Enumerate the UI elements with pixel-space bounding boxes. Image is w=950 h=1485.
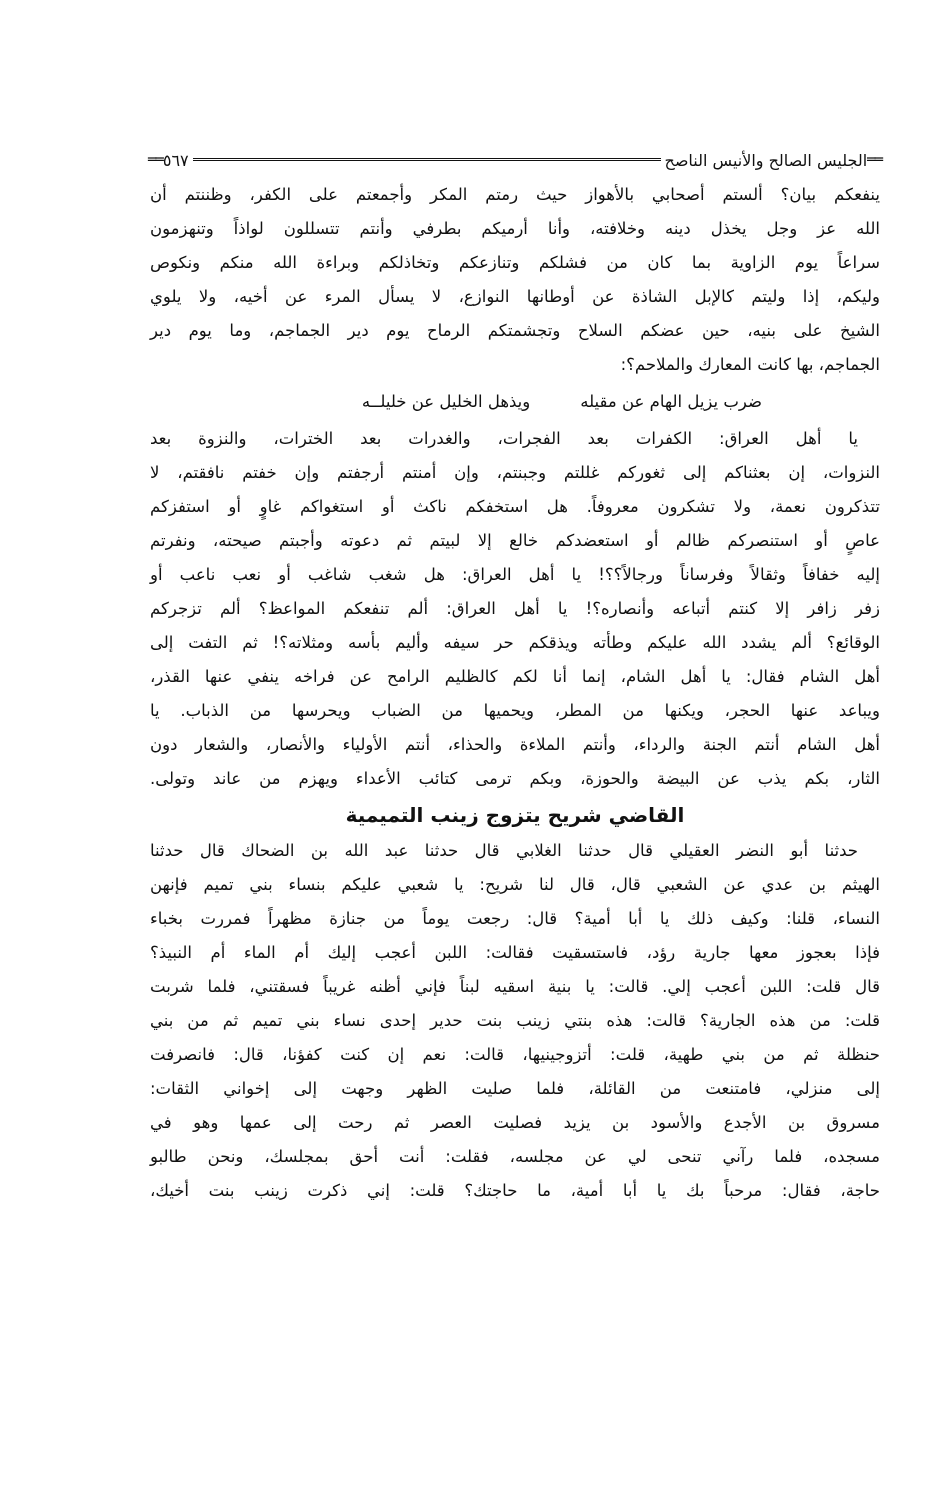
text-line: حنظلة ثم من بني طهية، قلت: أتزوجينيها، قالت: نعم إن كنت كفؤنا، قال: فانصرفت	[150, 1045, 880, 1064]
text-line: فإذا بعجوز معها جارية رؤد، فاستسقيت فقالت: اللبن أعجب إليك أم الماء أم النبيذ؟	[150, 943, 880, 962]
verse-second-hemistich: ويذهل الخليل عن خليلــه	[361, 392, 531, 411]
text-line: النساء، قلنا: وكيف ذلك يا أبا أمية؟ قال: رجعت يوماً من جنازة مظهراً فمررت بخباء	[150, 909, 880, 928]
section-heading: القاضي شريح يتزوج زينب التميمية	[345, 803, 685, 827]
text-line: أهل الشام أنتم الجنة والرداء، وأنتم الملاءة والحذاء، أنتم الأولياء والأنصار، والشعار دون	[150, 735, 880, 754]
text-line: النزوات، إن بعثناكم إلى ثغوركم غللتم وجبنتم، وإن أمنتم أرجفتم وإن خفتم نافقتم، لا	[150, 463, 880, 482]
text-line: الوقائع؟ ألم يشدد الله عليكم وطأته ويذقكم حر سيفه وأليم بأسه ومثلاته؟! ثم التفت إلى	[150, 633, 880, 652]
text-line: الثار، بكم يذب عن البيضة والحوزة، وبكم ترمى كتائب الأعداء ويهزم من عاند وتولى.	[150, 769, 880, 788]
paragraph-speech-1	[150, 178, 880, 382]
text-line: ينفعكم بيان؟ ألستم أصحابي بالأهواز حيث رمتم المكر وأجمعتم على الكفر، وظننتم أن	[150, 185, 880, 204]
verse-first-hemistich: ضرب يزيل الهام عن مقيله	[580, 392, 762, 411]
paragraph-shurayh-story	[150, 834, 880, 1208]
text-line: الشيخ على بنيه، حين عضكم السلاح وتجشمتكم الرماح يوم دير الجماجم، وما يوم دير	[150, 321, 880, 340]
text-line: مسروق بن الأجدع والأسود بن يزيد فصليت العصر ثم رحت إلى عمها وهو في	[150, 1113, 880, 1132]
text-line: عاصٍ أو استنصركم ظالم أو استعضدكم خالع إلا لبيتم ثم دعوته وأجبتم صيحته، ونفرتم	[150, 531, 880, 550]
text-line: قال قلت: اللبن أعجب إلي. قالت: يا بنية اسقيه لبناً فإني أظنه غريباً فسقتني، فلما شربت	[150, 977, 880, 996]
text-line: إلى منزلي، فامتنعت من القائلة، فلما صليت الظهر وجهت إلى إخواني الثقات:	[150, 1079, 880, 1098]
text-line: قلت: من هذه الجارية؟ قالت: هذه بنتي زينب بنت حدير إحدى نساء بني تميم ثم من بني	[150, 1011, 880, 1030]
text-line: سراعاً يوم الزاوية بما كان من فشلكم وتنازعكم وتخاذلكم وبراءة الله منكم ونكوص	[150, 253, 880, 272]
text-line: يا أهل العراق: الكفرات بعد الفجرات، والغدرات بعد الخترات، والنزوة بعد	[150, 429, 858, 448]
header-rule-end: ══	[148, 152, 163, 168]
header-rule-start: ══	[867, 152, 882, 168]
text-line: حدثنا أبو النضر العقيلي قال حدثنا الغلابي قال حدثنا عبد الله بن الضحاك قال حدثنا	[150, 841, 858, 860]
text-line: الله عز وجل يخذل دينه وخلافته، وأنا أرميكم بطرفي وأنتم تتسللون لواذاً وتنهزمون	[150, 219, 880, 238]
header-rule	[193, 158, 661, 163]
running-header	[148, 148, 882, 172]
text-line: الهيثم بن عدي عن الشعبي قال، قال لنا شريح: يا شعبي عليكم بنساء بني تميم فإنهن	[150, 875, 880, 894]
page-body	[150, 178, 880, 1208]
text-line: أهل الشام فقال: يا أهل الشام، إنما أنا لكم كالظليم الرامح عن فراخه ينفي عنها القذر،	[150, 667, 880, 686]
text-line: زفر زافر إلا كنتم أتباعه وأنصاره؟! يا أهل العراق: ألم تنفعكم المواعظ؟ ألم تزجركم	[150, 599, 880, 618]
page-number: ٥٦٧	[162, 150, 189, 170]
text-line: مسجده، فلما رآني تنحى لي عن مجلسه، فقلت: أنت أحق بمجلسك، ونحن طالبو	[150, 1147, 880, 1166]
paragraph-speech-2	[150, 422, 880, 796]
text-line: وليكم، إذا وليتم كالإبل الشاذة عن أوطانها النوازع، لا يسأل المرء عن أخيه، ولا يلوي	[150, 287, 880, 306]
book-title: الجليس الصالح والأنيس الناصح	[664, 150, 868, 170]
text-line: الجماجم، بها كانت المعارك والملاحم؟:	[620, 355, 880, 374]
text-line: ويباعد عنها الحجر، ويكنها من المطر، ويحميها من الضباب ويحرسها من الذباب. يا	[150, 701, 880, 720]
poetry-verse	[150, 382, 880, 422]
text-line: حاجة، فقال: مرحباً بك يا أبا أمية، ما حاجتك؟ قلت: إني ذكرت زينب بنت أخيك،	[150, 1181, 880, 1200]
text-line: إليه خفافاً وثقالاً وفرساناً ورجالاً؟؟! يا أهل العراق: هل شغب شاغب أو نعب ناعب أو	[150, 565, 880, 584]
text-line: تتذكرون نعمة، ولا تشكرون معروفاً. هل استخفكم ناكث أو استغواكم غاوٍ أو استفزكم	[150, 497, 880, 516]
